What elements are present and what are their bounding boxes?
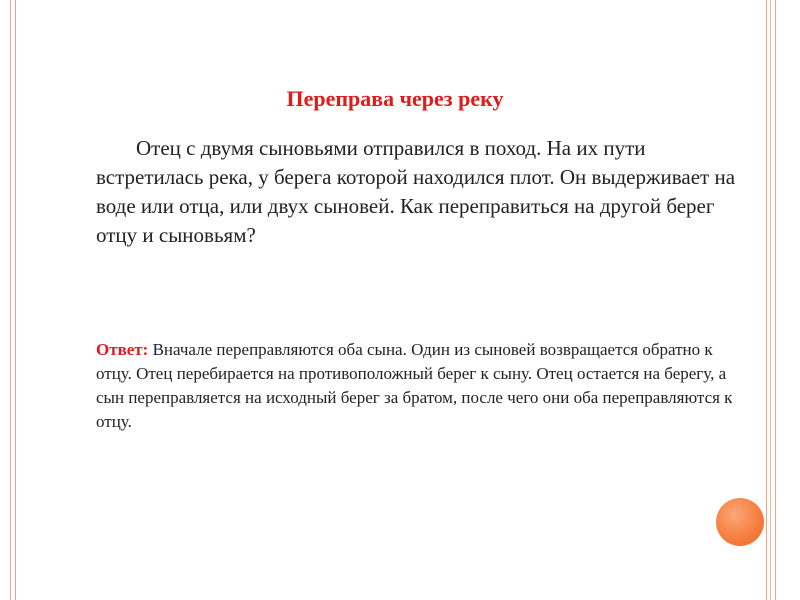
answer-label: Ответ: <box>96 340 149 359</box>
answer-text: Вначале переправляются оба сына. Один из сыновей возвращается обратно к отцу. Отец перебирается на противоположный берег к сыну. Отец остается на берегу, а сын переправляется на исходный берег за братом, после чего они оба переправляются к отцу. <box>96 340 733 431</box>
slide-title: Переправа через реку <box>286 86 504 111</box>
orange-circle-decoration <box>716 498 764 546</box>
answer-block <box>96 338 736 434</box>
problem-text: Отец с двумя сыновьями отправился в поход. На их пути встретилась река, у берега которой находился плот. Он выдерживает на воде или отца, или двух сыновей. Как переправиться на другой берег отцу и сыновьям? <box>96 136 736 247</box>
